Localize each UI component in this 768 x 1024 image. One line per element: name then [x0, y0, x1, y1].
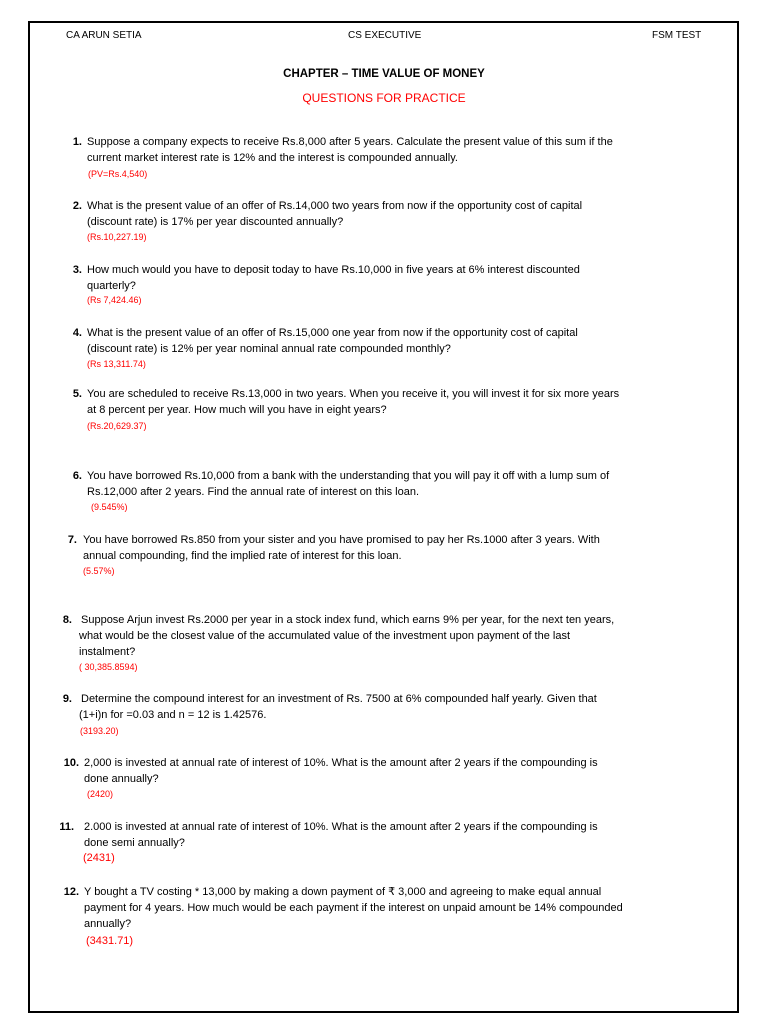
question-number: 11. — [59, 821, 74, 833]
question-line: (discount rate) is 17% per year discounted annually? — [87, 216, 344, 228]
question-line: at 8 percent per year. How much will you have in eight years? — [87, 404, 387, 416]
question-number: 12. — [63, 886, 79, 898]
question-line: Determine the compound interest for an investment of Rs. 7500 at 6% compounded half yearly. Given that — [81, 693, 597, 705]
question-line: 2,000 is invested at annual rate of interest of 10%. What is the amount after 2 years if the compounding is — [84, 757, 598, 769]
header-course: CS EXECUTIVE — [348, 30, 422, 41]
chapter-title: CHAPTER – TIME VALUE OF MONEY — [283, 68, 485, 80]
question-line: Y bought a TV costing * 13,000 by making a down payment of ₹ 3,000 and agreeing to make equal annual — [84, 886, 602, 898]
section-subtitle: QUESTIONS FOR PRACTICE — [302, 91, 466, 105]
question-line: (discount rate) is 12% per year nominal annual rate compounded monthly? — [87, 343, 451, 355]
question-line: You are scheduled to receive Rs.13,000 in two years. When you receive it, you will invest it for six more years — [87, 388, 620, 400]
answer-4: (Rs 13,311.74) — [87, 359, 146, 369]
question-line: payment for 4 years. How much would be each payment if the interest on unpaid amount be 14% compounded — [84, 902, 623, 914]
question-line: You have borrowed Rs.850 from your sister and you have promised to pay her Rs.1000 after 3 years. With — [83, 534, 600, 546]
question-number: 3. — [72, 264, 82, 276]
question-number: 8. — [62, 614, 72, 626]
answer-2: (Rs.10,227.19) — [87, 232, 147, 242]
question-line: current market interest rate is 12% and the interest is compounded annually. — [87, 152, 458, 164]
question-number: 9. — [62, 693, 72, 705]
answer-3: (Rs 7,424.46) — [87, 295, 142, 305]
question-line: You have borrowed Rs.10,000 from a bank with the understanding that you will pay it off with a lump sum of — [87, 470, 610, 482]
question-number: 2. — [72, 200, 82, 212]
question-number: 7. — [67, 534, 77, 546]
answer-7: (5.57%) — [83, 566, 115, 576]
question-line: What is the present value of an offer of Rs.15,000 one year from now if the opportunity cost of capital — [87, 327, 578, 339]
question-line: what would be the closest value of the accumulated value of the investment upon payment of the last — [79, 630, 571, 642]
question-line: 2.000 is invested at annual rate of interest of 10%. What is the amount after 2 years if the compounding is — [84, 821, 598, 833]
question-line: Suppose a company expects to receive Rs.8,000 after 5 years. Calculate the present value of this sum if the — [87, 136, 613, 148]
answer-11: (2431) — [83, 852, 115, 864]
answer-12: (3431.71) — [86, 935, 134, 947]
header-author: CA ARUN SETIA — [66, 30, 142, 41]
question-line: (1+i)n for =0.03 and n = 12 is 1.42576. — [79, 709, 267, 721]
question-line: done semi annually? — [84, 837, 185, 849]
question-line: annual compounding, find the implied rate of interest for this loan. — [83, 550, 402, 562]
question-line: instalment? — [79, 646, 136, 658]
question-line: What is the present value of an offer of Rs.14,000 two years from now if the opportunity cost of capital — [87, 200, 583, 212]
question-line: How much would you have to deposit today to have Rs.10,000 in five years at 6% interest discounted — [87, 264, 580, 276]
question-line: done annually? — [84, 773, 159, 785]
question-number: 5. — [72, 388, 82, 400]
question-number: 6. — [72, 470, 82, 482]
question-line: quarterly? — [87, 280, 136, 292]
answer-5: (Rs.20,629.37) — [87, 421, 147, 431]
header-test: FSM TEST — [652, 30, 702, 41]
answer-6: (9.545%) — [91, 502, 128, 512]
answer-10: (2420) — [87, 789, 114, 799]
question-number: 4. — [72, 327, 82, 339]
answer-1: (PV=Rs.4,540) — [88, 169, 148, 179]
question-line: annually? — [84, 918, 132, 930]
question-number: 1. — [72, 136, 82, 148]
question-line: Suppose Arjun invest Rs.2000 per year in a stock index fund, which earns 9% per year, for the next ten years, — [81, 614, 615, 626]
question-number: 10. — [63, 757, 79, 769]
question-line: Rs.12,000 after 2 years. Find the annual rate of interest on this loan. — [87, 486, 420, 498]
answer-9: (3193.20) — [80, 726, 119, 736]
answer-8: ( 30,385.8594) — [79, 662, 138, 672]
